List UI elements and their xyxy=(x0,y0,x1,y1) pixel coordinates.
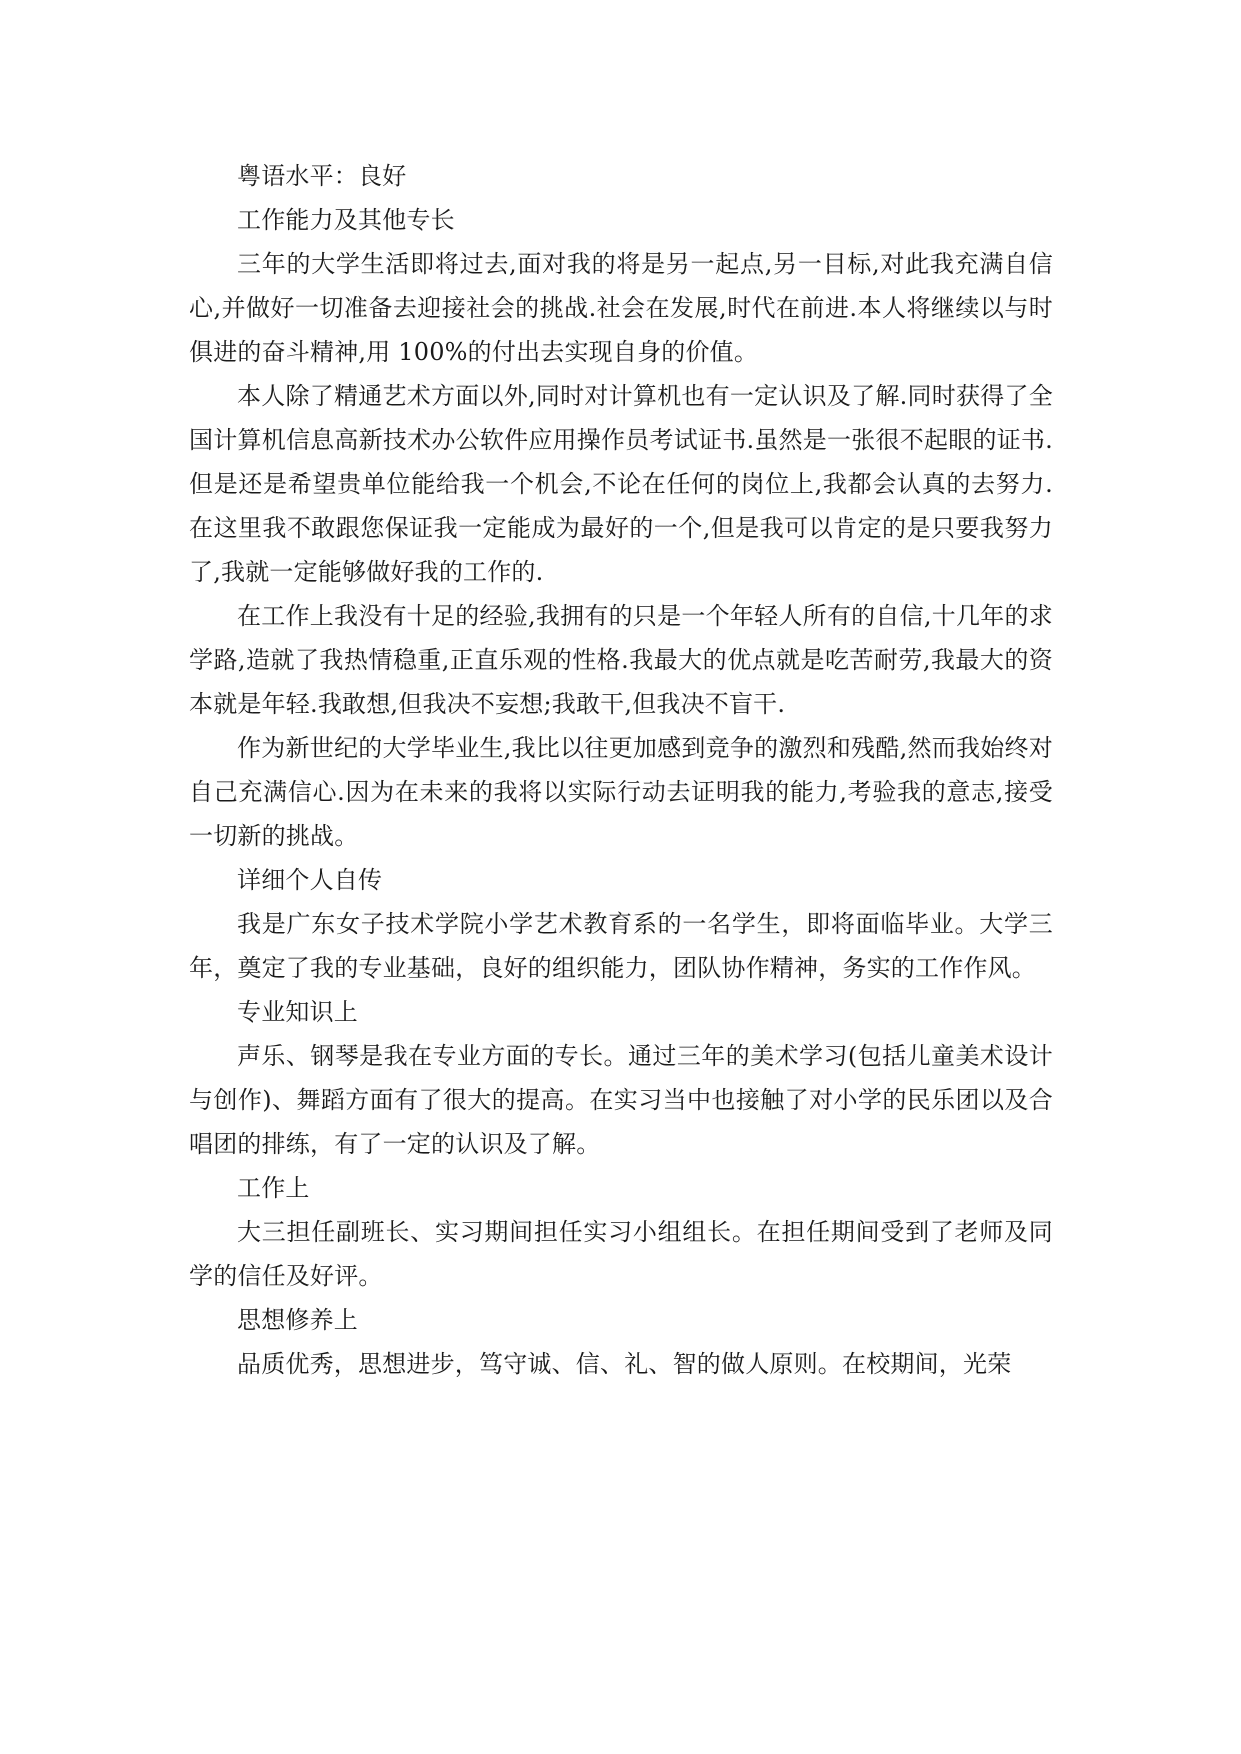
paragraph-roles: 大三担任副班长、实习期间担任实习小组组长。在担任期间受到了老师及同学的信任及好评。 xyxy=(189,1218,1053,1290)
paragraph-computer-skills: 本人除了精通艺术方面以外,同时对计算机也有一定认识及了解.同时获得了全国计算机信息高新技术办公软件应用操作员考试证书.虽然是一张很不起眼的证书.但是还是希望贵单位能给我一个机会,不论在任何的岗位上,我都会认真的去努力.在这里我不敢跟您保证我一定能成为最好的一个,但是我可以肯定的是只要我努力了,我就一定能够做好我的工作的. xyxy=(189,382,1053,586)
heading-moral-cultivation: 思想修养上 xyxy=(237,1306,358,1334)
paragraph-music-skills: 声乐、钢琴是我在专业方面的专长。通过三年的美术学习(包括儿童美术设计与创作)、舞蹈方面有了很大的提高。在实习当中也接触了对小学的民乐团以及合唱团的排练，有了一定的认识及了解。 xyxy=(189,1042,1053,1158)
heading-professional-knowledge: 专业知识上 xyxy=(237,998,358,1026)
paragraph-work-experience: 在工作上我没有十足的经验,我拥有的只是一个年轻人所有的自信,十几年的求学路,造就了我热情稳重,正直乐观的性格.我最大的优点就是吃苦耐劳,我最大的资本就是年轻.我敢想,但我决不妄想;我敢干,但我决不盲干. xyxy=(189,602,1053,718)
heading-autobiography: 详细个人自传 xyxy=(237,866,383,894)
paragraph-character: 品质优秀，思想进步，笃守诚、信、礼、智的做人原则。在校期间，光荣 xyxy=(237,1350,1012,1378)
paragraph-new-century-graduate: 作为新世纪的大学毕业生,我比以往更加感到竞争的激烈和残酷,然而我始终对自己充满信心.因为在未来的我将以实际行动去证明我的能力,考验我的意志,接受一切新的挑战。 xyxy=(189,734,1053,850)
paragraph-student-intro: 我是广东女子技术学院小学艺术教育系的一名学生，即将面临毕业。大学三年，奠定了我的专业基础，良好的组织能力，团队协作精神，务实的工作作风。 xyxy=(189,910,1053,982)
heading-work-ability: 工作能力及其他专长 xyxy=(237,206,455,234)
document-body xyxy=(189,154,1053,1386)
paragraph-college-life: 三年的大学生活即将过去,面对我的将是另一起点,另一目标,对此我充满自信心,并做好一切准备去迎接社会的挑战.社会在发展,时代在前进.本人将继续以与时俱进的奋斗精神,用 100%的付出去实现自身的价值。 xyxy=(189,250,1053,366)
paragraph-cantonese-level: 粤语水平：良好 xyxy=(237,162,407,190)
heading-work: 工作上 xyxy=(237,1174,310,1202)
